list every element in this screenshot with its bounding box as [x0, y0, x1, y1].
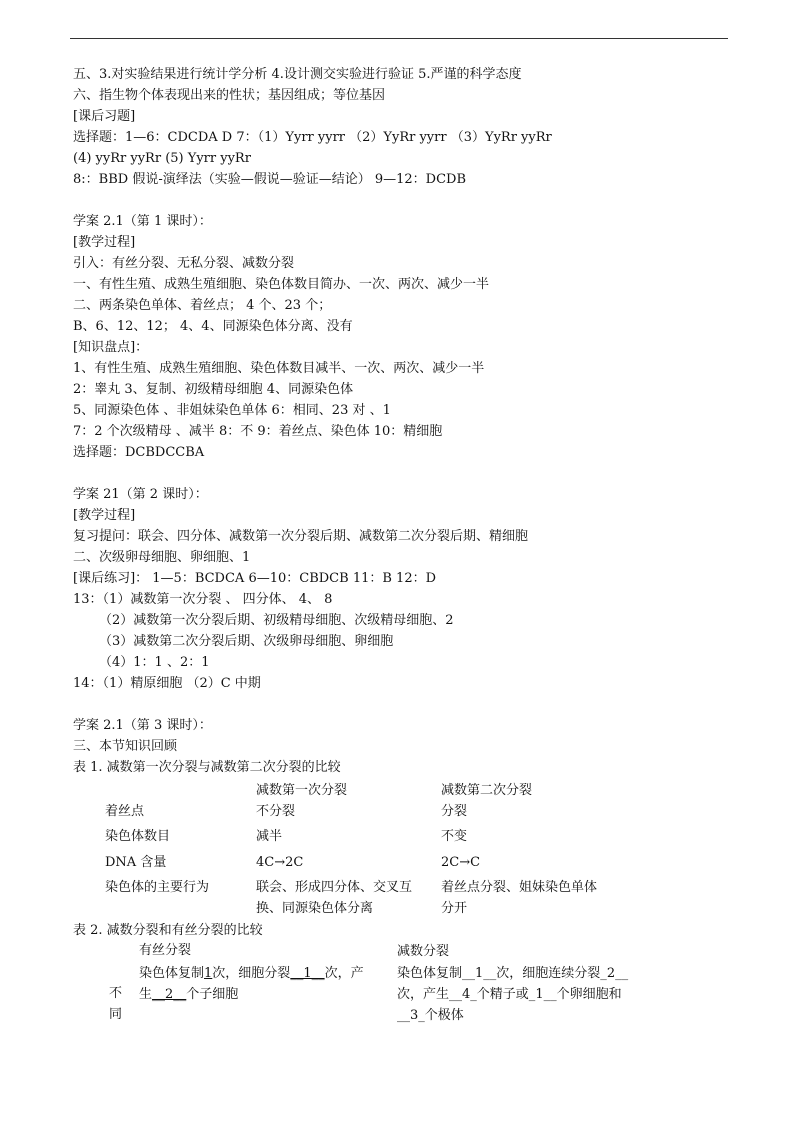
- text-line: [教学过程]: [73, 235, 136, 250]
- section-genetics-answers: [73, 64, 733, 190]
- table-cell: 4C→2C: [256, 855, 304, 870]
- cell-text: 染色体复制__: [397, 966, 476, 981]
- row-label: 着丝点: [105, 804, 145, 819]
- cell-text: 次，细胞分裂: [212, 966, 291, 981]
- table-header: 有丝分裂: [139, 943, 192, 958]
- blank-answer: __1__: [290, 966, 325, 981]
- table-cell: 2C→C: [441, 855, 481, 870]
- blank-answer: __2__: [152, 987, 187, 1002]
- text-line: 选择题：1—6：CDCDA D 7：（1）Yyrr yyrr （2）YyRr yyrr （3）YyRr yyRr: [73, 130, 552, 145]
- text-line: 引入：有丝分裂、无私分裂、减数分裂: [73, 256, 295, 271]
- text-line: 六、指生物个体表现出来的性状；基因组成；等位基因: [73, 88, 386, 103]
- text-line: 复习提问：联会、四分体、减数第一次分裂后期、减数第二次分裂后期、精细胞: [73, 529, 529, 544]
- text-line: 2：睾丸 3、复制、初级精母细胞 4、同源染色体: [73, 382, 354, 397]
- row-label: 染色体的主要行为: [105, 880, 210, 895]
- text-line: 二、次级卵母细胞、卵细胞、1: [73, 550, 251, 565]
- table-2-caption: 表 2. 减数分裂和有丝分裂的比较: [73, 923, 263, 938]
- section-heading: 学案 21（第 2 课时）：: [73, 487, 208, 502]
- cell-text: _个精子或_: [470, 987, 536, 1002]
- section-lesson-2-1-period-1: [73, 211, 733, 463]
- text-line: 5、同源染色体 、非姐妹染色单体 6：相同、23 对 、1: [73, 403, 391, 418]
- text-line: 13：（1）减数第一次分裂 、 四分体、 4、 8: [73, 592, 333, 607]
- answer-page: [73, 64, 733, 1031]
- blank-answer: 3: [410, 1008, 419, 1023]
- cell-text: __: [615, 966, 629, 981]
- text-line: 一、有性生殖、成熟生殖细胞、染色体数目简办、一次、两次、减少一半: [73, 277, 490, 292]
- text-line: [知识盘点]：: [73, 340, 149, 355]
- table-cell: 不分裂: [256, 804, 296, 819]
- cell-text: 个子细胞: [186, 987, 239, 1002]
- blank-answer: 1: [204, 966, 213, 981]
- cell-text: 次，产生__: [397, 987, 463, 1002]
- table-1: [73, 778, 733, 920]
- section-heading: 学案 2.1（第 1 课时）：: [73, 214, 212, 229]
- section-lesson-2-1-period-3: [73, 715, 733, 1031]
- text-line: 7：2 个次级精母 、减半 8：不 9：着丝点、染色体 10：精细胞: [73, 424, 443, 439]
- table-cell: 分裂: [441, 804, 468, 819]
- blank-answer: 1: [535, 987, 544, 1002]
- table-2: [73, 941, 733, 1031]
- table-cell: 分开: [441, 901, 468, 916]
- cell-text: __次，细胞连续分裂_: [483, 966, 607, 981]
- blank-answer: 1: [475, 966, 484, 981]
- text-line: 三、本节知识回顾: [73, 739, 178, 754]
- text-line: [教学过程]: [73, 508, 136, 523]
- section-heading: 学案 2.1（第 3 课时）：: [73, 718, 212, 733]
- text-line: （4）1：1 、2：1: [99, 655, 210, 670]
- row-label: 不: [109, 986, 123, 1001]
- text-line: 1、有性生殖、成熟生殖细胞、染色体数目减半、一次、两次、减少一半: [73, 361, 485, 376]
- row-label: DNA 含量: [105, 855, 167, 870]
- table-1-caption: 表 1. 减数第一次分裂与减数第二次分裂的比较: [73, 760, 341, 775]
- table-cell: 减半: [256, 829, 283, 844]
- table-header: 减数第二次分裂: [441, 783, 533, 798]
- table-cell: 联会、形成四分体、交叉互: [256, 880, 413, 895]
- row-label: 同: [109, 1007, 123, 1022]
- cell-text: 生: [139, 987, 153, 1002]
- table-cell: 着丝点分裂、姐妹染色单体: [441, 880, 598, 895]
- text-line: （2）减数第一次分裂后期、初级精母细胞、次级精母细胞、2: [99, 613, 454, 628]
- text-line: 14：（1）精原细胞 （2）C 中期: [73, 676, 261, 691]
- blank-answer: 4: [462, 987, 471, 1002]
- mitosis-cell: [139, 963, 384, 1005]
- cell-text: 染色体复制: [139, 966, 205, 981]
- table-cell: 换、同源染色体分离: [256, 901, 374, 916]
- cell-text: 次，产: [324, 966, 364, 981]
- table-cell: 不变: [441, 829, 468, 844]
- cell-text: __: [397, 1008, 410, 1023]
- text-line: 选择题：DCBDCCBA: [73, 445, 205, 460]
- text-line: [课后习题]: [73, 109, 136, 124]
- text-line: 二、两条染色单体、着丝点； 4 个、23 个；: [73, 298, 332, 313]
- blank-answer: 2: [606, 966, 616, 981]
- text-line: 8:：BBD 假说-演绎法（实验—假说—验证—结论） 9—12：DCDB: [73, 172, 466, 187]
- text-line: (4) yyRr yyRr (5) Yyrr yyRr: [73, 151, 251, 166]
- cell-text: __个卵细胞和: [543, 987, 622, 1002]
- table-header: 减数分裂: [397, 944, 450, 959]
- meiosis-cell: [397, 963, 647, 1026]
- text-line: 五、3.对实验结果进行统计学分析 4.设计测交实验进行验证 5.严谨的科学态度: [73, 67, 522, 82]
- text-line: B、6、12、12； 4、4、同源染色体分离、没有: [73, 319, 353, 334]
- text-line: [课后练习]： 1—5：BCDCA 6—10：CBDCB 11：B 12：D: [73, 571, 437, 586]
- table-header: 减数第一次分裂: [256, 783, 348, 798]
- text-line: （3）减数第二次分裂后期、次级卵母细胞、卵细胞: [99, 634, 394, 649]
- cell-text: _个极体: [418, 1008, 464, 1023]
- row-label: 染色体数目: [105, 829, 171, 844]
- section-lesson-21-period-2: [73, 484, 733, 694]
- top-rule: [70, 38, 728, 39]
